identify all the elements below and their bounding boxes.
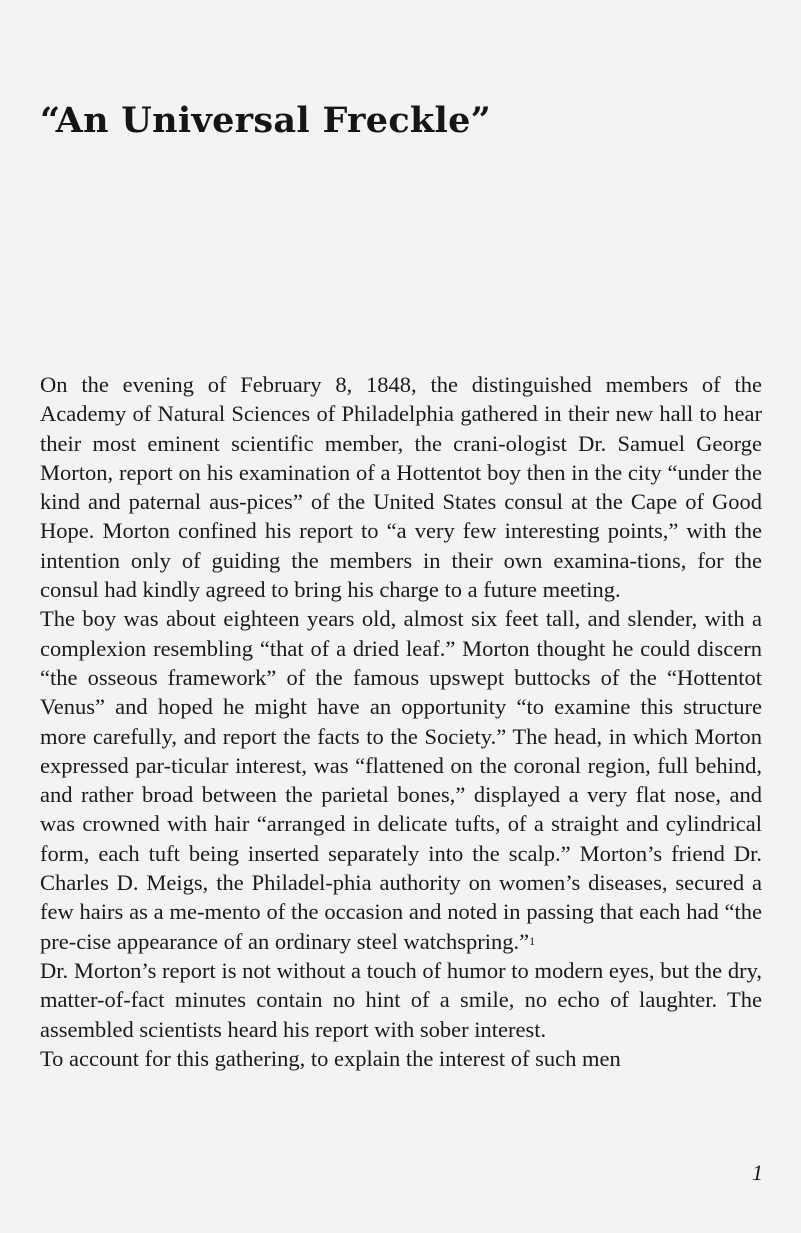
paragraph-4: [40, 1044, 762, 1073]
paragraph-1: [40, 370, 762, 604]
paragraph-4-text: To account for this gathering, to explain the interest of such men: [40, 1045, 621, 1071]
paragraph-1-text: On the evening of February 8, 1848, the distinguished members of the Academy of Natural Sciences of Philadelphia gathered in their new hall to hear their most eminent scientific member, the crani-ologist Dr. Samuel George Morton, report on his examination of a Hottentot boy then in the city “under the kind and paternal aus-pices” of the United States consul at the Cape of Good Hope. Morton confined his report to “a very few interesting points,” with the intention only of guiding the members in their own examina-tions, for the consul had kindly agreed to bring his charge to a future meeting.: [40, 372, 762, 603]
body-text: [40, 370, 762, 1073]
paragraph-3: [40, 956, 762, 1044]
page-number: 1: [752, 1160, 763, 1185]
footnote-reference[interactable]: 1: [529, 933, 536, 948]
chapter-title: “An Universal Freckle”: [40, 100, 492, 141]
paragraph-2: [40, 604, 762, 956]
paragraph-3-text: Dr. Morton’s report is not without a touch of humor to modern eyes, but the dry, matter-of-fact minutes contain no hint of a smile, no echo of laughter. The assembled scientists heard his report with sober interest.: [40, 957, 762, 1042]
paragraph-2-text: The boy was about eighteen years old, almost six feet tall, and slender, with a complexion resembling “that of a dried leaf.” Morton thought he could discern “the osseous framework” of the famous upswept buttocks of the “Hottentot Venus” and hoped he might have an opportunity “to examine this structure more carefully, and report the facts to the Society.” The head, in which Morton expressed par-ticular interest, was “flattened on the coronal region, full behind, and rather broad between the parietal bones,” displayed a very flat nose, and was crowned with hair “arranged in delicate tufts, of a straight and cylindrical form, each tuft being inserted separately into the scalp.” Morton’s friend Dr. Charles D. Meigs, the Philadel-phia authority on women’s diseases, secured a few hairs as a me-mento of the occasion and noted in passing that each had “the pre-cise appearance of an ordinary steel watchspring.”: [40, 606, 762, 954]
